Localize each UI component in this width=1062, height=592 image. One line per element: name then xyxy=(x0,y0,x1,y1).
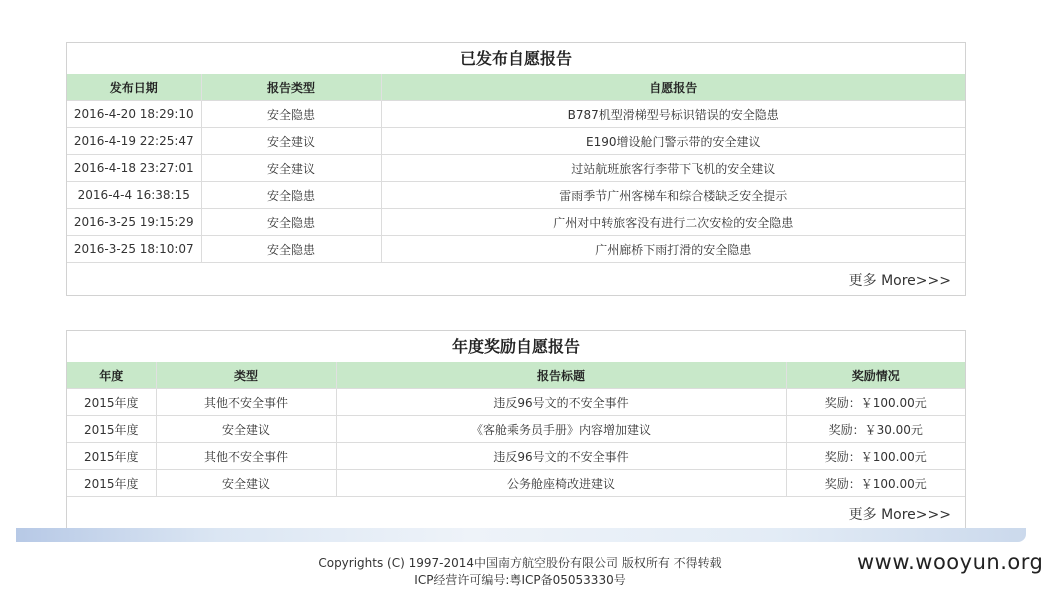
column-header-title: 报告标题 xyxy=(336,362,786,389)
column-header-date: 发布日期 xyxy=(67,74,201,101)
more-published-link[interactable]: 更多 More>>> xyxy=(848,273,951,289)
watermark: www.wooyun.org xyxy=(857,550,1044,574)
report-title-link[interactable]: 公务舱座椅改进建议 xyxy=(336,470,786,497)
cell-type: 其他不安全事件 xyxy=(156,443,336,470)
published-reports-title: 已发布自愿报告 xyxy=(459,49,572,68)
more-row xyxy=(67,496,965,528)
table-row xyxy=(67,389,965,416)
cell-reward: 奖励：￥100.00元 xyxy=(786,443,965,470)
footer-copyright: Copyrights (C) 1997-2014中国南方航空股份有限公司 版权所有 不得转载 xyxy=(318,556,722,570)
table-row xyxy=(67,101,965,128)
report-link[interactable]: 广州对中转旅客没有进行二次安检的安全隐患 xyxy=(381,209,965,236)
cell-date: 2016-4-19 22:25:47 xyxy=(67,128,201,155)
footer-sky-banner xyxy=(16,528,1026,542)
table-row xyxy=(67,470,965,497)
cell-year: 2015年度 xyxy=(67,470,156,497)
report-title-link[interactable]: 违反96号文的不安全事件 xyxy=(336,389,786,416)
cell-date: 2016-4-20 18:29:10 xyxy=(67,101,201,128)
column-header-reward: 奖励情况 xyxy=(786,362,965,389)
table-row xyxy=(67,182,965,209)
cell-reward: 奖励：￥100.00元 xyxy=(786,470,965,497)
annual-reward-panel xyxy=(66,330,966,530)
column-header-type: 类型 xyxy=(156,362,336,389)
table-row xyxy=(67,236,965,263)
cell-year: 2015年度 xyxy=(67,416,156,443)
column-header-report: 自愿报告 xyxy=(381,74,965,101)
report-title-link[interactable]: 违反96号文的不安全事件 xyxy=(336,443,786,470)
table-row xyxy=(67,443,965,470)
more-annual-link[interactable]: 更多 More>>> xyxy=(848,507,951,523)
cell-type: 安全建议 xyxy=(156,470,336,497)
cell-type: 其他不安全事件 xyxy=(156,389,336,416)
table-row xyxy=(67,128,965,155)
table-header-row xyxy=(67,74,965,101)
report-link[interactable]: 广州廊桥下雨打滑的安全隐患 xyxy=(381,236,965,263)
cell-type: 安全隐患 xyxy=(201,209,381,236)
cell-reward: 奖励：￥100.00元 xyxy=(786,389,965,416)
cell-type: 安全建议 xyxy=(201,155,381,182)
annual-reward-table xyxy=(67,362,965,496)
cell-year: 2015年度 xyxy=(67,389,156,416)
cell-date: 2016-4-4 16:38:15 xyxy=(67,182,201,209)
report-link[interactable]: 过站航班旅客行李带下飞机的安全建议 xyxy=(381,155,965,182)
cell-type: 安全隐患 xyxy=(201,236,381,263)
published-reports-table xyxy=(67,74,965,262)
table-row xyxy=(67,416,965,443)
cell-reward: 奖励：￥30.00元 xyxy=(786,416,965,443)
report-link[interactable]: B787机型滑梯型号标识错误的安全隐患 xyxy=(381,101,965,128)
cell-date: 2016-3-25 19:15:29 xyxy=(67,209,201,236)
report-title-link[interactable]: 《客舱乘务员手册》内容增加建议 xyxy=(336,416,786,443)
published-reports-panel xyxy=(66,42,966,296)
more-row xyxy=(67,262,965,294)
cell-type: 安全隐患 xyxy=(201,182,381,209)
table-header-row xyxy=(67,362,965,389)
cell-date: 2016-4-18 23:27:01 xyxy=(67,155,201,182)
column-header-type: 报告类型 xyxy=(201,74,381,101)
cell-year: 2015年度 xyxy=(67,443,156,470)
table-row xyxy=(67,209,965,236)
cell-date: 2016-3-25 18:10:07 xyxy=(67,236,201,263)
footer-icp: ICP经营许可编号:粤ICP备05053330号 xyxy=(414,573,626,587)
report-link[interactable]: E190增设舱门警示带的安全建议 xyxy=(381,128,965,155)
table-row xyxy=(67,155,965,182)
column-header-year: 年度 xyxy=(67,362,156,389)
report-link[interactable]: 雷雨季节广州客梯车和综合楼缺乏安全提示 xyxy=(381,182,965,209)
cell-type: 安全建议 xyxy=(156,416,336,443)
annual-reward-title: 年度奖励自愿报告 xyxy=(451,337,580,356)
cell-type: 安全隐患 xyxy=(201,101,381,128)
cell-type: 安全建议 xyxy=(201,128,381,155)
